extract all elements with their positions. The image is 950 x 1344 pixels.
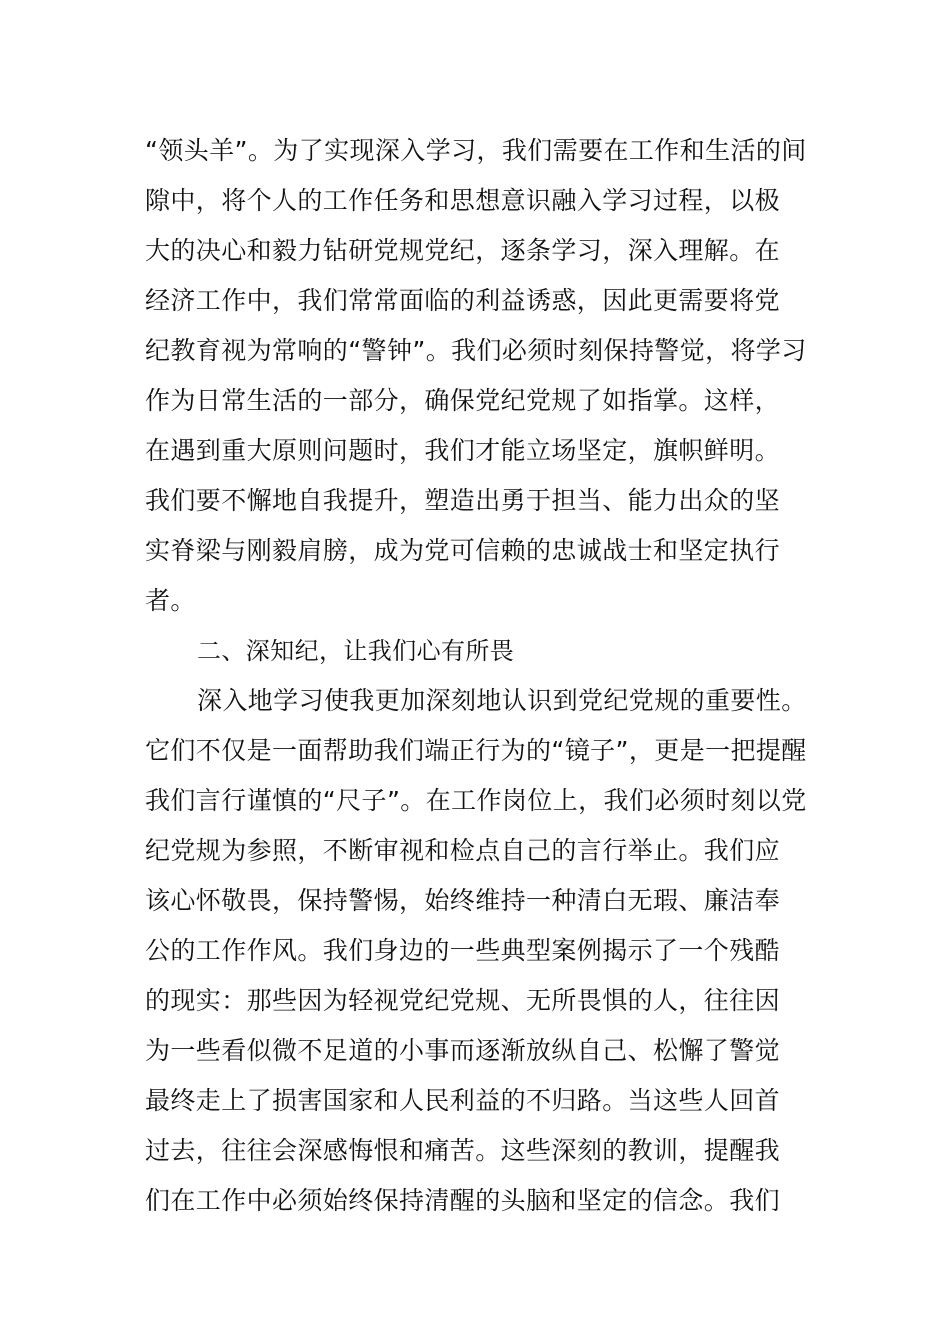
paragraph-line: 最终走上了损害国家和人民利益的不归路。当这些人回首	[145, 1086, 781, 1115]
paragraph-line: 深入地学习使我更加深刻地认识到党纪党规的重要性。	[197, 686, 807, 715]
paragraph-line: “领头羊”。为了实现深入学习，我们需要在工作和生活的间	[145, 136, 807, 165]
paragraph-line: 过去，往往会深感悔恨和痛苦。这些深刻的教训，提醒我	[145, 1136, 781, 1165]
paragraph-line: 的现实：那些因为轻视党纪党规、无所畏惧的人，往往因	[145, 986, 781, 1015]
paragraph-line: 们在工作中必须始终保持清醒的头脑和坚定的信念。我们	[145, 1186, 781, 1215]
section-heading: 二、深知纪，让我们心有所畏	[197, 637, 515, 665]
paragraph-line: 经济工作中，我们常常面临的利益诱惑，因此更需要将党	[145, 286, 781, 315]
paragraph-line: 在遇到重大原则问题时，我们才能立场坚定，旗帜鲜明。	[145, 436, 781, 465]
paragraph-line: 为一些看似微不足道的小事而逐渐放纵自己、松懈了警觉	[145, 1036, 781, 1065]
paragraph-line: 我们言行谨慎的“尺子”。在工作岗位上，我们必须时刻以党	[145, 786, 807, 815]
paragraph-line: 它们不仅是一面帮助我们端正行为的“镜子”，更是一把提醒	[145, 736, 807, 765]
paragraph-line: 该心怀敬畏，保持警惕，始终维持一种清白无瑕、廉洁奉	[145, 886, 781, 915]
paragraph-line: 者。	[145, 586, 196, 615]
paragraph-line: 隙中，将个人的工作任务和思想意识融入学习过程，以极	[145, 186, 781, 215]
paragraph-line: 我们要不懈地自我提升，塑造出勇于担当、能力出众的坚	[145, 486, 781, 515]
paragraph-line: 纪党规为参照，不断审视和检点自己的言行举止。我们应	[145, 836, 781, 865]
paragraph-line: 大的决心和毅力钻研党规党纪，逐条学习，深入理解。在	[145, 236, 781, 265]
paragraph-line: 公的工作作风。我们身边的一些典型案例揭示了一个残酷	[145, 936, 781, 965]
paragraph-line: 纪教育视为常响的“警钟”。我们必须时刻保持警觉，将学习	[145, 336, 807, 365]
paragraph-line: 作为日常生活的一部分，确保党纪党规了如指掌。这样，	[145, 386, 781, 415]
paragraph-line: 实脊梁与刚毅肩膀，成为党可信赖的忠诚战士和坚定执行	[145, 536, 781, 565]
